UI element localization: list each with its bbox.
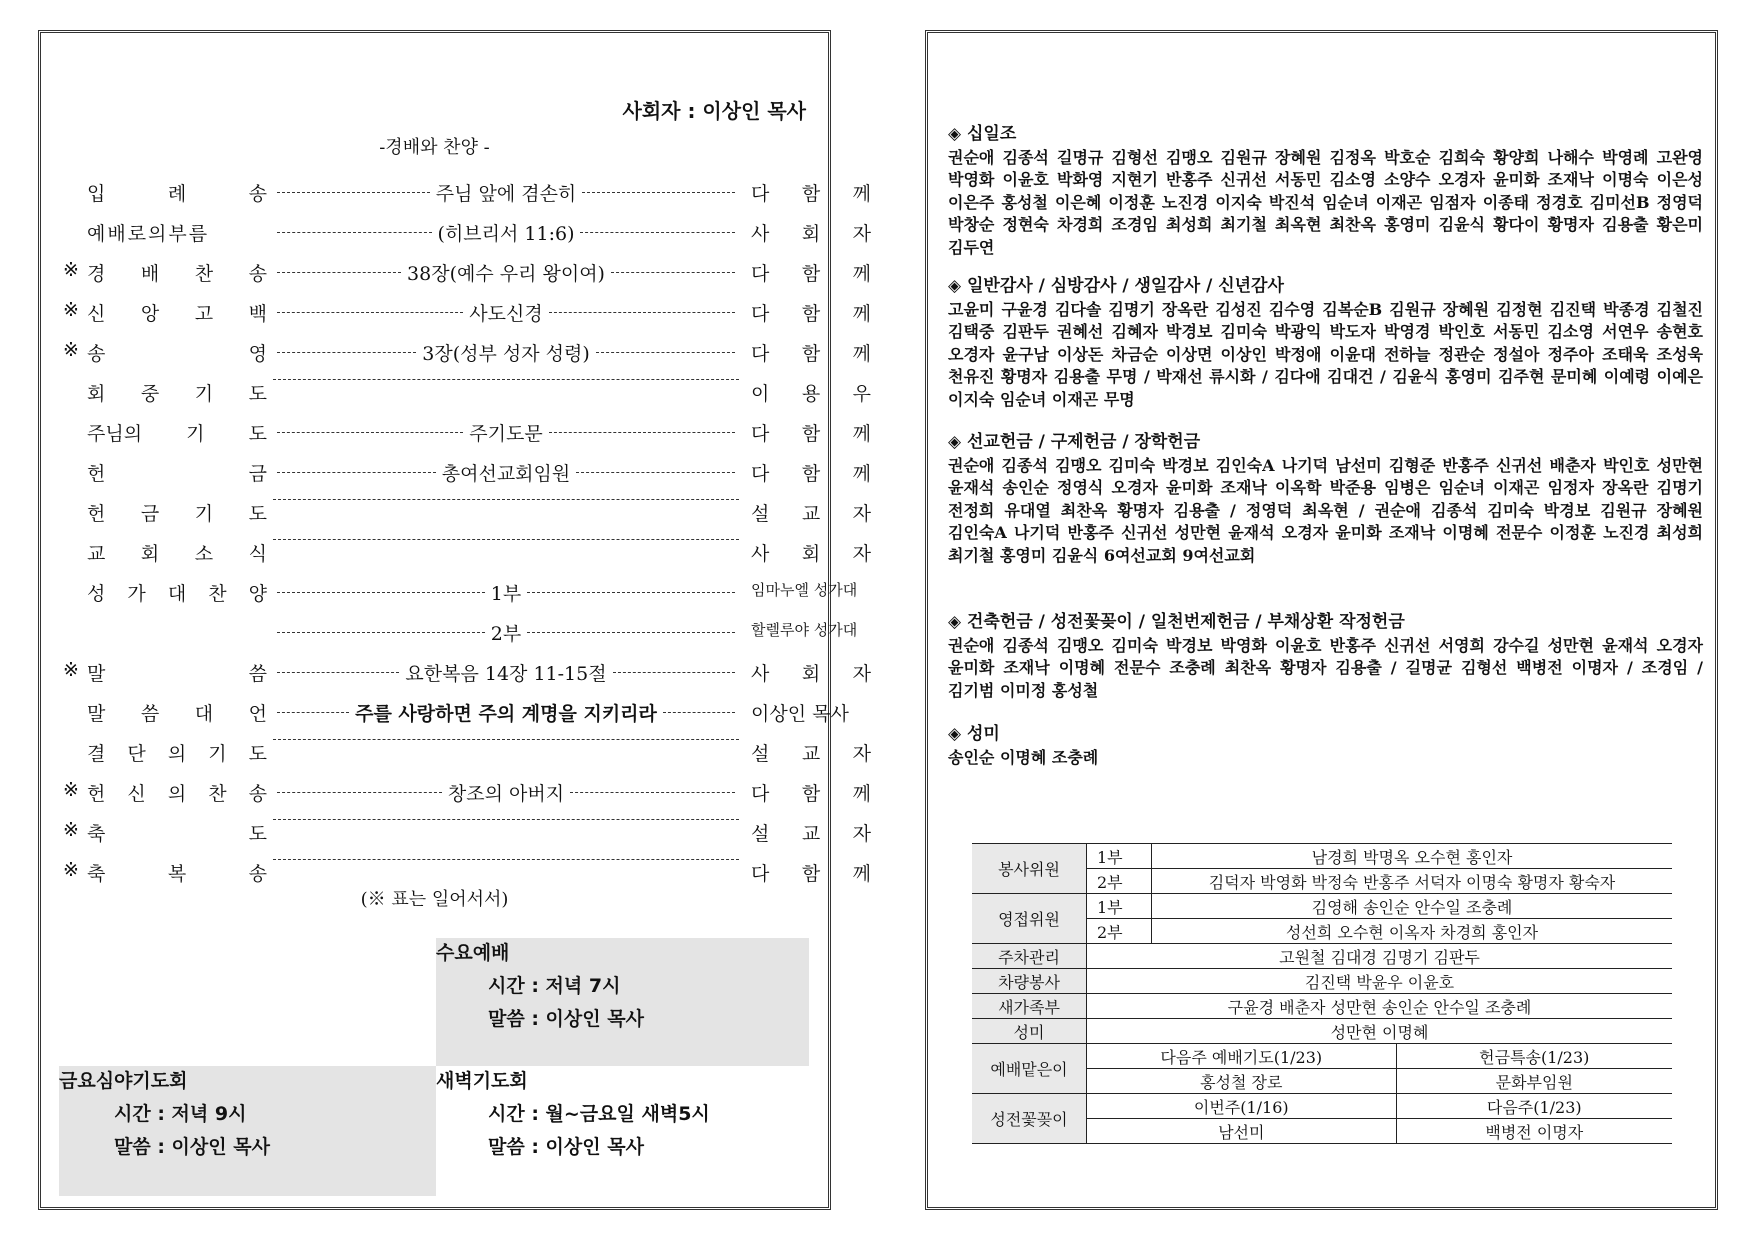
label-char: 회 (140, 543, 160, 565)
order-item-line (271, 619, 741, 646)
dashed-leader (277, 312, 463, 313)
order-item-content: 38장(예수 우리 왕이여) (407, 263, 605, 285)
volunteers-names-1: 남경희 박명옥 오수현 홍인자 (1152, 844, 1673, 869)
label-char: 송 (87, 343, 106, 365)
order-item (63, 419, 871, 455)
order-item-label (87, 219, 267, 246)
order-item-line (271, 259, 741, 286)
order-item-line (271, 699, 741, 726)
label-char: 기 (208, 743, 227, 765)
standing-mark: ※ (63, 339, 79, 361)
flowers-value-1: 남선미 (1087, 1119, 1397, 1144)
order-item-label (87, 659, 267, 686)
leader-char: 자 (852, 543, 871, 565)
order-item-line (271, 179, 741, 206)
label-char: 의 (167, 783, 187, 805)
order-item-line (271, 659, 741, 686)
label-char: 송 (248, 783, 267, 805)
leader-char: 자 (852, 503, 871, 525)
greeters-part-2: 2부 (1087, 919, 1152, 944)
leader-char: 께 (852, 463, 871, 485)
order-item-content: 총여선교회임원 (441, 463, 571, 485)
order-item-line (271, 379, 741, 380)
greeters-part-1: 1부 (1087, 894, 1152, 919)
table-row (972, 1044, 1672, 1069)
order-item-content: 주님 앞에 겸손히 (435, 183, 577, 205)
dashed-leader (277, 632, 485, 633)
label-char: 언 (248, 703, 267, 725)
order-item-leader (751, 419, 871, 446)
dashed-leader (273, 539, 739, 540)
label-char: 씀 (248, 663, 267, 685)
order-item-line (271, 419, 741, 446)
parking-label: 주차관리 (972, 944, 1087, 969)
label-char: 헌 (87, 783, 106, 805)
leader-char: 께 (852, 423, 871, 445)
order-item (63, 699, 849, 735)
volunteers-part-2: 2부 (1087, 869, 1152, 894)
label-char: 배 (140, 263, 160, 285)
wednesday-service-box (436, 938, 809, 1066)
label-char: 결 (87, 743, 106, 765)
label-char: 식 (248, 543, 267, 565)
vehicle-names: 김진택 박윤우 이윤호 (1087, 969, 1673, 994)
dashed-leader (273, 379, 739, 380)
leader-char: 함 (801, 863, 821, 885)
leader-char: 자 (852, 743, 871, 765)
label-char: 주님의 (87, 423, 143, 445)
offerings-panel (925, 30, 1718, 1210)
label-char: 소 (194, 543, 214, 565)
leader-char: 다 (751, 783, 770, 805)
order-item-leader (751, 539, 871, 566)
dashed-leader (273, 859, 739, 860)
order-item-label (87, 339, 267, 366)
label-char: 찬 (194, 263, 214, 285)
label-char: 송 (248, 183, 267, 205)
friday-prayer-sermon: 말씀 : 이상인 목사 (114, 1136, 270, 1158)
order-item-line (271, 299, 741, 326)
label-char: 도 (248, 503, 267, 525)
order-item-content: 2부 (490, 623, 522, 645)
worship-order-panel (38, 30, 871, 1210)
order-item (63, 379, 871, 415)
label-char: 송 (248, 263, 267, 285)
greeters-names-1: 김영해 송인순 안수일 조충례 (1152, 894, 1673, 919)
offering-section (948, 723, 1703, 769)
label-char: 례 (167, 183, 187, 205)
order-item-label (87, 459, 267, 486)
order-item-label (87, 859, 267, 886)
dashed-leader (549, 312, 735, 313)
label-char: 대 (167, 583, 187, 605)
vehicle-label: 차량봉사 (972, 969, 1087, 994)
order-item (63, 179, 871, 215)
order-item-line (271, 499, 741, 500)
leader-char: 용 (801, 383, 821, 405)
order-item-label (87, 259, 267, 286)
volunteers-part-1: 1부 (1087, 844, 1152, 869)
dashed-leader (273, 819, 739, 820)
order-item-leader (751, 379, 871, 406)
order-item (63, 219, 871, 255)
label-char: 입 (87, 183, 106, 205)
order-item (63, 459, 871, 495)
label-char: 의 (167, 743, 187, 765)
standing-mark: ※ (63, 819, 79, 841)
order-item-line (271, 539, 741, 540)
offering-section (948, 123, 1703, 259)
leader-char: 설 (751, 743, 770, 765)
label-char: 고 (194, 303, 214, 325)
label-char: 백 (248, 303, 267, 325)
label-char: 헌 (87, 463, 106, 485)
offering-section (948, 431, 1703, 567)
order-item-leader (751, 459, 871, 486)
order-item-line (271, 459, 741, 486)
leader-char: 사 (751, 663, 770, 685)
label-char: 기 (194, 383, 214, 405)
leader-char: 께 (852, 863, 871, 885)
leader-char: 사 (751, 223, 770, 245)
leader-char: 교 (801, 503, 821, 525)
offering-section-names: 고윤미 구윤경 김다솔 김명기 장옥란 김성진 김수영 김복순B 김원규 장혜원 김정현 김진택 박종경 김철진 김택중 김판두 권혜선 김혜자 박경보 김미숙 박광익 박도자 박영경 박인호 서동민 김소영 서연우 송현호 오경자 윤구남 이상돈 차금순 이상면 이상인 박정애 이윤대 전하늘 정관순 정설아 정주아 조태욱 조성욱 천유진 황명자 김용출 무명 / 박재선 류시화 / 김다애 김대건 / 김윤식 홍영미 김주현 문미혜 이예령 이예은 이지숙 임순녀 이재곤 무명 (948, 299, 1703, 409)
offering-section-names: 권순애 김종석 길명규 김형선 김맹오 김원규 장혜원 김정옥 박호순 김희숙 황양희 나해수 박영례 고완영 박영화 이윤호 박화영 지현기 반홍주 신귀선 서동민 김소영 소양수 오경자 윤미화 조재낙 이명숙 이은성 이은주 홍성철 이은혜 이정훈 노진경 이지숙 박진석 임순녀 이재곤 임점자 이종태 정경호 김미선B 정영덕 박창순 정현숙 차경희 조경임 최성희 최기철 최옥현 최찬옥 홍영미 김윤식 황다이 황명자 김용출 황은미 김두연 (948, 147, 1703, 257)
leader-char: 자 (852, 663, 871, 685)
order-item (63, 619, 858, 655)
order-item-content: 주기도문 (469, 423, 543, 445)
order-item-line (271, 219, 741, 246)
offering-section-title: ◈ 십일조 (948, 123, 1703, 146)
label-char: 대 (194, 703, 214, 725)
order-item-label (87, 539, 267, 566)
order-item-leader: 할렐루야 성가대 (751, 621, 858, 639)
flowers-header-1: 이번주(1/16) (1087, 1094, 1397, 1119)
table-row (972, 969, 1672, 994)
label-char: 찬 (208, 783, 227, 805)
label-char: 중 (140, 383, 160, 405)
duty-header-2: 헌금특송(1/23) (1396, 1044, 1672, 1069)
leader-char: 께 (852, 303, 871, 325)
rice-names: 성만현 이명혜 (1087, 1019, 1673, 1044)
label-char: 씀 (140, 703, 160, 725)
order-item-content: 요한복음 14장 11-15절 (405, 663, 607, 685)
standing-note: (※ 표는 일어서서) (360, 889, 509, 910)
parking-names: 고원철 김대경 김명기 김판두 (1087, 944, 1673, 969)
leader-char: 다 (751, 183, 770, 205)
offering-section-title: ◈ 건축헌금 / 성전꽃꽂이 / 일천번제헌금 / 부채상환 작정헌금 (948, 611, 1703, 634)
order-item (63, 579, 858, 615)
offering-section-names: 권순애 김종석 김맹오 김미숙 박경보 박영화 이윤호 반홍주 신귀선 서영희 강수길 성만현 윤재석 오경자 윤미화 조재낙 이명혜 전문수 조충례 최찬옥 황명자 김용출 / 길명균 김형선 백병전 이명자 / 조경임 / 김기범 이미정 홍성철 (948, 635, 1703, 700)
table-row (972, 994, 1672, 1019)
offering-section-title: ◈ 선교헌금 / 구제헌금 / 장학헌금 (948, 431, 1703, 454)
leader-char: 께 (852, 343, 871, 365)
order-item-label (87, 299, 267, 326)
volunteers-label: 봉사위원 (972, 844, 1087, 894)
order-item (63, 819, 871, 855)
leader-char: 이 (751, 383, 770, 405)
leader-char: 함 (801, 783, 821, 805)
dashed-leader (570, 792, 735, 793)
label-char: 말 (87, 663, 106, 685)
dashed-leader (277, 352, 416, 353)
volunteers-names-2: 김덕자 박영화 박정숙 반홍주 서덕자 이명숙 황명자 황숙자 (1152, 869, 1673, 894)
dashed-leader (611, 272, 735, 273)
order-item-label (87, 579, 267, 606)
order-item-leader (751, 739, 871, 766)
label-char: 회 (87, 383, 106, 405)
leader-char: 께 (852, 783, 871, 805)
order-item-label (87, 699, 267, 726)
dashed-leader (663, 712, 735, 713)
leader-char: 함 (801, 303, 821, 325)
dashed-leader (277, 792, 442, 793)
order-item-leader (751, 259, 871, 286)
standing-mark: ※ (63, 259, 79, 281)
order-item (63, 339, 871, 375)
dashed-leader (527, 632, 735, 633)
wednesday-service-sermon: 말씀 : 이상인 목사 (488, 1008, 644, 1030)
leader-char: 설 (751, 823, 770, 845)
label-char: 송 (248, 863, 267, 885)
order-item-content: 사도신경 (469, 303, 543, 325)
order-item-leader (751, 299, 871, 326)
label-char: 기 (194, 503, 214, 525)
order-item-content: (히브리서 11:6) (437, 223, 575, 245)
table-row (972, 894, 1672, 919)
leader-char: 다 (751, 343, 770, 365)
order-item-line (271, 739, 741, 740)
dashed-leader (273, 739, 739, 740)
dashed-leader (273, 499, 739, 500)
dashed-leader (576, 472, 735, 473)
table-row (972, 1019, 1672, 1044)
flowers-header-2: 다음주(1/23) (1396, 1094, 1672, 1119)
dashed-leader (582, 192, 735, 193)
order-item-line (271, 339, 741, 366)
dashed-leader (527, 592, 735, 593)
wednesday-service-time: 시간 : 저녁 7시 (488, 975, 621, 997)
offering-section-title: ◈ 성미 (948, 723, 1703, 746)
offering-section (948, 611, 1703, 702)
dashed-leader (613, 672, 735, 673)
leader-char: 께 (852, 263, 871, 285)
dashed-leader (277, 592, 485, 593)
label-char: 복 (167, 863, 187, 885)
standing-mark: ※ (63, 779, 79, 801)
label-char: 축 (87, 823, 106, 845)
dashed-leader (277, 672, 399, 673)
leader-char: 함 (801, 343, 821, 365)
standing-mark: ※ (63, 299, 79, 321)
leader-char: 회 (801, 543, 821, 565)
label-char: 도 (248, 383, 267, 405)
leader-char: 설 (751, 503, 770, 525)
order-item (63, 259, 871, 295)
dawn-prayer-title: 새벽기도회 (436, 1070, 528, 1092)
dashed-leader (277, 472, 436, 473)
order-item-line (271, 859, 741, 860)
leader-char: 함 (801, 463, 821, 485)
leader-char: 우 (852, 383, 871, 405)
leader-char: 함 (801, 423, 821, 445)
order-item-leader (751, 819, 871, 846)
table-row (972, 844, 1672, 869)
order-item (63, 299, 871, 335)
label-char: 찬 (208, 583, 227, 605)
dawn-prayer-time: 시간 : 월~금요일 새벽5시 (488, 1103, 710, 1125)
duty-header-1: 다음주 예배기도(1/23) (1087, 1044, 1397, 1069)
greeters-names-2: 성선희 오수현 이옥자 차경희 홍인자 (1152, 919, 1673, 944)
label-char: 경 (87, 263, 106, 285)
label-char: 축 (87, 863, 106, 885)
order-item (63, 659, 871, 695)
leader-char: 함 (801, 183, 821, 205)
duty-label: 예배맡은이 (972, 1044, 1087, 1094)
order-item-label (87, 379, 267, 406)
order-item-leader (751, 339, 871, 366)
duty-value-1: 홍성철 장로 (1087, 1069, 1397, 1094)
dawn-prayer-box (436, 1066, 809, 1196)
label-char: 단 (127, 743, 146, 765)
label-char: 헌 (87, 503, 106, 525)
dashed-leader (277, 272, 401, 273)
section-title: -경배와 찬양 - (379, 137, 490, 158)
leader-char: 교 (801, 743, 821, 765)
new-family-names: 구윤경 배춘자 성만현 송인순 안수일 조충례 (1087, 994, 1673, 1019)
label-char: 도 (248, 423, 267, 445)
label-char: 예배로의부름 (87, 223, 210, 245)
order-item-label (87, 419, 267, 446)
label-char: 기 (186, 423, 205, 445)
leader-char: 께 (852, 183, 871, 205)
order-item-content: 주를 사랑하면 주의 계명을 지키리라 (355, 703, 657, 725)
offering-section-names: 송인순 이명혜 조충례 (948, 747, 1099, 767)
greeters-label: 영접위원 (972, 894, 1087, 944)
order-item-line (271, 579, 741, 606)
order-item (63, 779, 871, 815)
label-char: 도 (248, 823, 267, 845)
order-item-label (87, 499, 267, 526)
leader-char: 사 (751, 543, 770, 565)
label-char: 앙 (140, 303, 160, 325)
label-char: 도 (248, 743, 267, 765)
friday-prayer-box (59, 1066, 436, 1196)
table-row (972, 944, 1672, 969)
order-item-leader (751, 779, 871, 806)
dashed-leader (277, 192, 430, 193)
label-char: 신 (87, 303, 106, 325)
leader-char: 다 (751, 463, 770, 485)
table-row (972, 1094, 1672, 1119)
rice-label: 성미 (972, 1019, 1087, 1044)
dashed-leader (596, 352, 735, 353)
label-char: 신 (127, 783, 146, 805)
order-item-leader (751, 219, 871, 246)
order-item-label (87, 739, 267, 766)
order-item-leader: 임마누엘 성가대 (751, 581, 858, 599)
dashed-leader (277, 232, 432, 233)
order-item-label (87, 819, 267, 846)
friday-prayer-time: 시간 : 저녁 9시 (114, 1103, 247, 1125)
order-item-label (87, 779, 267, 806)
order-item-label (87, 179, 267, 206)
label-char: 양 (248, 583, 267, 605)
dashed-leader (580, 232, 735, 233)
dashed-leader (277, 432, 463, 433)
leader-char: 교 (801, 823, 821, 845)
service-roster-table (972, 843, 1672, 1144)
order-item-leader: 이상인 목사 (751, 703, 849, 725)
order-item (63, 739, 871, 775)
order-item-content: 1부 (490, 583, 522, 605)
standing-mark: ※ (63, 659, 79, 681)
order-item-leader (751, 499, 871, 526)
order-item-leader (751, 859, 871, 886)
leader-char: 다 (751, 263, 770, 285)
offering-section-title: ◈ 일반감사 / 심방감사 / 생일감사 / 신년감사 (948, 275, 1703, 298)
dashed-leader (277, 712, 349, 713)
order-item (63, 539, 871, 575)
order-item (63, 499, 871, 535)
order-item-leader (751, 179, 871, 206)
offering-section (948, 275, 1703, 411)
order-item-content: 3장(성부 성자 성령) (422, 343, 590, 365)
label-char: 영 (248, 343, 267, 365)
leader-char: 회 (801, 223, 821, 245)
order-item-content: 창조의 아버지 (447, 783, 565, 805)
duty-value-2: 문화부임원 (1396, 1069, 1672, 1094)
leader-char: 자 (852, 823, 871, 845)
host-line: 사회자 : 이상인 목사 (622, 99, 806, 123)
label-char: 금 (140, 503, 160, 525)
leader-char: 회 (801, 663, 821, 685)
offering-section-names: 권순애 김종석 김맹오 김미숙 박경보 김인숙A 나기덕 남선미 김형준 반홍주 신귀선 배춘자 박인호 성만현 윤재석 송인순 정영식 오경자 윤미화 조재낙 이옥학 박준용 임병은 임순녀 이재곤 임정자 장옥란 김명기 전정희 유대열 최찬옥 황명자 김용출 / 정영덕 최옥현 / 권순애 김종석 김미숙 박경보 김원규 장혜원 김인숙A 나기덕 반홍주 신귀선 성만현 윤재석 오경자 윤미화 조재낙 이명혜 전문수 이정훈 노진경 최성희 최기철 홍영미 김윤식 6여선교회 9여선교회 (948, 455, 1703, 565)
wednesday-service-title: 수요예배 (436, 942, 510, 964)
friday-prayer-title: 금요심야기도회 (59, 1070, 188, 1092)
leader-char: 다 (751, 863, 770, 885)
leader-char: 다 (751, 303, 770, 325)
leader-char: 함 (801, 263, 821, 285)
label-char: 교 (87, 543, 106, 565)
leader-char: 다 (751, 423, 770, 445)
order-item-line (271, 779, 741, 806)
dawn-prayer-sermon: 말씀 : 이상인 목사 (488, 1136, 644, 1158)
order-item-line (271, 819, 741, 820)
order-item-leader (751, 659, 871, 686)
new-family-label: 새가족부 (972, 994, 1087, 1019)
label-char: 말 (87, 703, 106, 725)
leader-char: 자 (852, 223, 871, 245)
flowers-value-2: 백병전 이명자 (1396, 1119, 1672, 1144)
flowers-label: 성전꽃꽂이 (972, 1094, 1087, 1144)
dashed-leader (549, 432, 735, 433)
label-char: 가 (127, 583, 146, 605)
standing-mark: ※ (63, 859, 79, 881)
label-char: 성 (87, 583, 106, 605)
label-char: 금 (248, 463, 267, 485)
